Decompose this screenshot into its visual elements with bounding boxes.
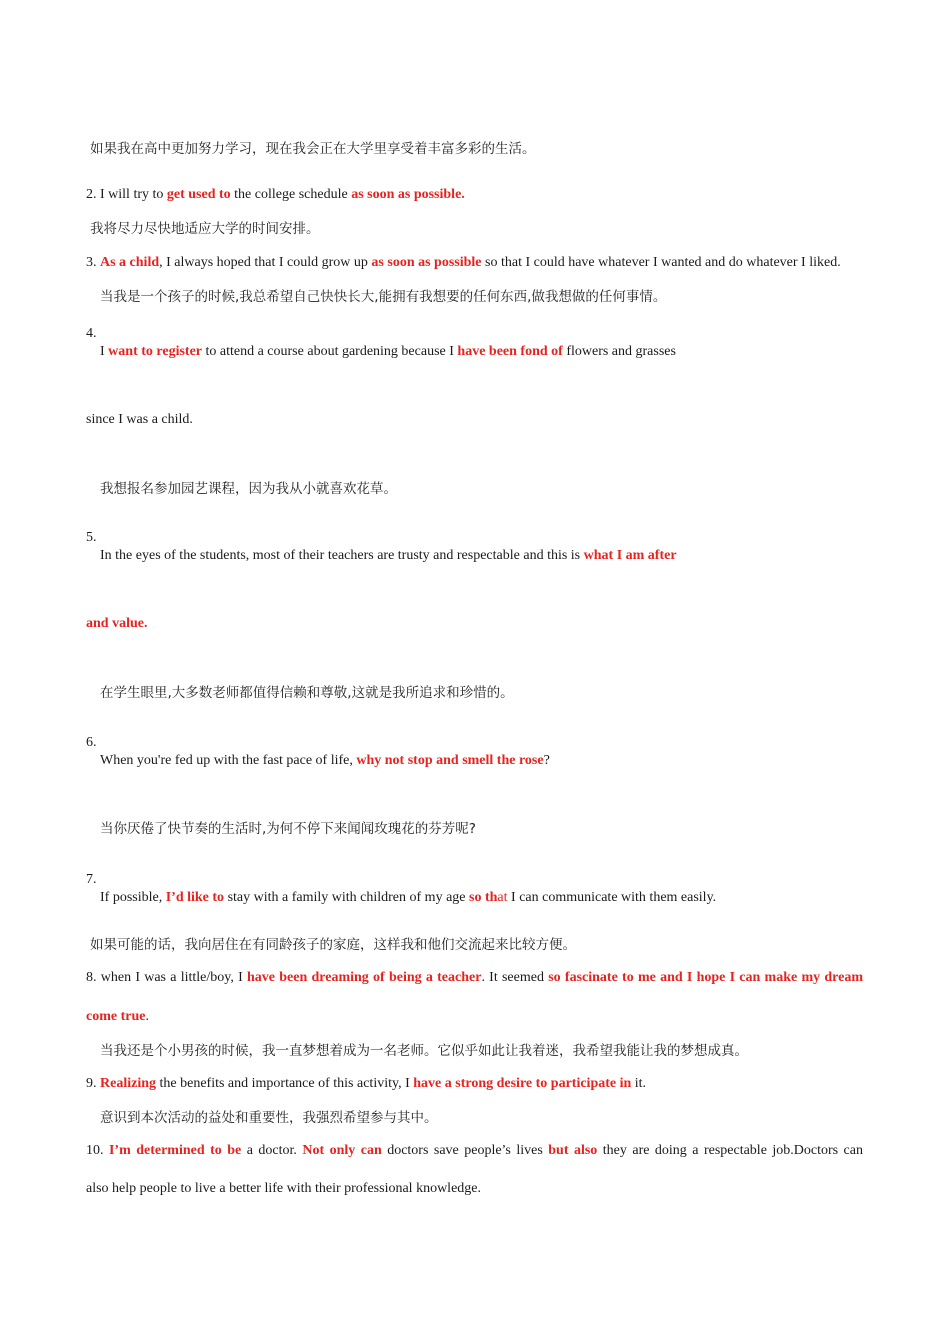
sentence-4-translation: 我想报名参加园艺课程，因为我从小就喜欢花草。 <box>100 481 397 497</box>
highlight-phrase: so th <box>469 890 498 905</box>
highlight-phrase: I’d like to <box>165 890 225 905</box>
text: ? <box>543 753 550 768</box>
text: In the eyes of the students, most of their teachers are trusty and respectable and this is <box>100 548 584 563</box>
text: stay with a family with children of my age <box>224 890 470 905</box>
highlight-phrase: get used to <box>166 187 231 202</box>
sentence-9 <box>86 1075 646 1093</box>
text: I will try to <box>100 187 167 202</box>
sentence-7-translation: 如果可能的话，我向居住在有同龄孩子的家庭，这样我和他们交流起来比较方便。 <box>90 937 576 953</box>
highlight-phrase: have been fond of <box>457 344 563 359</box>
sentence-7-number: 7. <box>86 872 97 887</box>
sentence-2 <box>86 186 465 204</box>
sentence-4-continued: since I was a child. <box>86 412 193 427</box>
sentence-10 <box>86 1142 863 1160</box>
text: when I was a little/boy, I <box>100 970 248 985</box>
intro-translation: 如果我在高中更加努力学习，现在我会正在大学里享受着丰富多彩的生活。 <box>90 141 536 157</box>
text: the benefits and importance of this activity, I <box>156 1076 414 1091</box>
highlight-phrase: want to register <box>108 344 202 359</box>
text: . It seemed <box>481 970 549 985</box>
text: a doctor. <box>241 1143 303 1158</box>
sentence-8 <box>86 969 863 987</box>
sentence-number: 8. <box>86 970 97 985</box>
sentence-6-translation: 当你厌倦了快节奏的生活时,为何不停下来闻闻玫瑰花的芬芳呢? <box>100 821 476 837</box>
highlight-phrase: Not only can <box>302 1143 382 1158</box>
highlight-phrase: have a strong desire to participate in <box>413 1076 632 1091</box>
sentence-2-translation: 我将尽力尽快地适应大学的时间安排。 <box>90 221 320 237</box>
sentence-7 <box>100 889 716 907</box>
sentence-8-continued <box>86 1008 149 1026</box>
highlight-phrase: have been dreaming of being a teacher <box>247 970 482 985</box>
text: flowers and grasses <box>562 344 676 359</box>
highlight-phrase: as soon as possible <box>371 255 482 270</box>
sentence-9-translation: 意识到本次活动的益处和重要性，我强烈希望参与其中。 <box>100 1110 438 1126</box>
highlight-phrase: why not stop and smell the rose <box>356 753 544 768</box>
sentence-3 <box>86 254 841 272</box>
sentence-8-translation: 当我还是个小男孩的时候，我一直梦想着成为一名老师。它似乎如此让我着迷，我希望我能让我的梦想成真。 <box>100 1043 748 1059</box>
sentence-6-number: 6. <box>86 735 97 750</box>
highlight-phrase: but also <box>548 1143 598 1158</box>
sentence-3-translation: 当我是一个孩子的时候,我总希望自己快快长大,能拥有我想要的任何东西,做我想做的任何事情。 <box>100 289 667 305</box>
highlight-phrase: I’m determined to be <box>108 1143 242 1158</box>
text: the college schedule <box>230 187 352 202</box>
text: they are doing a respectable job.Doctors can <box>597 1143 863 1158</box>
highlight-phrase: what I am after <box>583 548 677 563</box>
sentence-number: 3. <box>86 255 97 270</box>
text: so that I could have whatever I wanted and do whatever I liked. <box>481 255 841 270</box>
text: When you're fed up with the fast pace of life, <box>100 753 357 768</box>
sentence-4-number: 4. <box>86 326 97 341</box>
text: , I always hoped that I could grow up <box>159 255 372 270</box>
sentence-4 <box>100 343 676 361</box>
text: I <box>100 344 109 359</box>
sentence-6 <box>100 752 550 770</box>
sentence-10-continued: also help people to live a better life with their professional knowledge. <box>86 1181 481 1196</box>
text: doctors save people’s lives <box>381 1143 549 1158</box>
highlight-phrase: Realizing <box>100 1076 156 1091</box>
sentence-5-translation: 在学生眼里,大多数老师都值得信赖和尊敬,这就是我所追求和珍惜的。 <box>100 685 514 701</box>
text: it. <box>631 1076 647 1091</box>
highlight-phrase: as soon as possible. <box>351 187 465 202</box>
highlight-phrase: so fascinate to me and I hope I can make my dream <box>548 970 863 985</box>
text: I can communicate with them easily. <box>507 890 717 905</box>
text: If possible, <box>100 890 166 905</box>
sentence-number: 10. <box>86 1143 104 1158</box>
sentence-5-continued: and value. <box>86 616 148 631</box>
sentence-number: 9. <box>86 1076 97 1091</box>
text: to attend a course about gardening because I <box>202 344 458 359</box>
sentence-number: 2. <box>86 187 97 202</box>
highlight-phrase: come true <box>86 1009 146 1024</box>
highlight-phrase: at <box>497 890 508 905</box>
sentence-5 <box>100 547 677 565</box>
highlight-phrase: As a child <box>100 255 160 270</box>
text: . <box>145 1009 149 1024</box>
sentence-5-number: 5. <box>86 530 97 545</box>
